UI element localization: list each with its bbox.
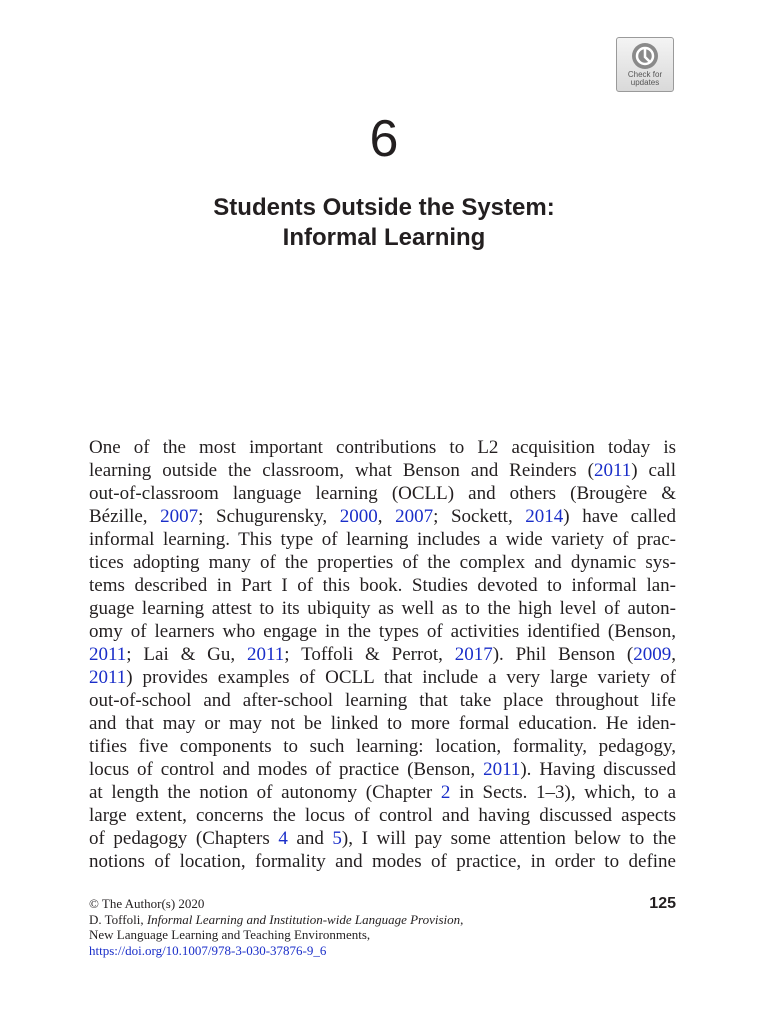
text-run: at length the notion of autonomy (Chapter <box>89 782 441 803</box>
text-line <box>89 528 676 551</box>
text-run: guage learning attest to its ubiquity as well as to the high level of auton- <box>89 598 676 619</box>
text-line <box>89 620 676 643</box>
citation-link[interactable]: 2007 <box>160 506 199 527</box>
citation-link[interactable]: 2011 <box>593 460 632 481</box>
chapter-title-line-2: Informal Learning <box>282 224 486 251</box>
text-run: , <box>377 506 396 527</box>
text-run: out-of-classroom language learning (OCLL) and others (Brougère & <box>89 483 676 504</box>
text-run: out-of-school and after-school learning that take place throughout life <box>89 690 676 711</box>
chapter-title <box>0 193 768 253</box>
text-run: tices adopting many of the properties of the complex and dynamic sys- <box>89 552 676 573</box>
text-run: informal learning. This type of learning includes a wide variety of prac- <box>89 529 676 550</box>
text-run: of pedagogy (Chapters <box>89 828 279 849</box>
text-run: tifies five components to such learning: location, formality, pedagogy, <box>89 736 676 757</box>
text-line <box>89 505 676 528</box>
text-line <box>89 643 676 666</box>
text-run: Bézille, <box>89 506 161 527</box>
citation-link[interactable]: 2017 <box>454 644 493 665</box>
badge-label <box>617 71 673 87</box>
chapter-number: 6 <box>369 110 399 168</box>
text-line <box>89 735 676 758</box>
text-line <box>89 482 676 505</box>
doi-link[interactable]: https://doi.org/10.1007/978-3-030-37876-9_6 <box>89 942 327 958</box>
citation-link[interactable]: 2009 <box>633 644 672 665</box>
page-number: 125 <box>649 895 676 912</box>
text-run: ; Sockett, <box>433 506 526 527</box>
citation-link[interactable]: 2011 <box>89 667 127 688</box>
text-run: locus of control and modes of practice (Benson, <box>89 759 484 780</box>
text-run: One of the most important contributions to L2 acquisition today is <box>89 437 676 458</box>
footer-citation <box>89 896 676 958</box>
text-line <box>89 827 676 850</box>
text-run: ) have called <box>563 506 676 527</box>
citation-link[interactable]: 2007 <box>395 506 434 527</box>
text-run: ) call <box>631 460 676 481</box>
author-name: D. Toffoli, <box>89 911 147 927</box>
citation-link[interactable]: 2014 <box>525 506 564 527</box>
text-line <box>89 574 676 597</box>
text-line <box>89 804 676 827</box>
text-run: ). Having discussed <box>520 759 677 780</box>
text-run: notions of location, formality and modes of practice, in order to define <box>89 851 676 872</box>
author-line <box>89 912 676 928</box>
badge-line-2: updates <box>630 78 660 87</box>
crossmark-icon <box>631 42 659 70</box>
text-line <box>89 666 676 689</box>
text-run: tems described in Part I of this book. Studies devoted to informal lan- <box>89 575 676 596</box>
text-line <box>89 436 676 459</box>
citation-link[interactable]: 5 <box>332 828 342 849</box>
citation-link[interactable]: 2 <box>440 782 451 803</box>
body-paragraph <box>89 436 676 873</box>
text-run: omy of learners who engage in the types of activities identified (Benson, <box>89 621 676 642</box>
text-run: , <box>671 644 676 665</box>
text-run: ; Schugurensky, <box>198 506 340 527</box>
text-run: ; Toffoli & Perrot, <box>284 644 455 665</box>
citation-link[interactable]: 2011 <box>247 644 285 665</box>
text-run: large extent, concerns the locus of control and having discussed aspects <box>89 805 676 826</box>
citation-link[interactable]: 2011 <box>89 644 127 665</box>
text-run: and <box>287 828 333 849</box>
text-line <box>89 689 676 712</box>
copyright-line: © The Author(s) 2020 <box>89 896 205 911</box>
text-line <box>89 781 676 804</box>
text-run: learning outside the classroom, what Benson and Reinders ( <box>89 460 594 481</box>
text-run: ). Phil Benson ( <box>492 644 634 665</box>
text-line <box>89 597 676 620</box>
text-line <box>89 712 676 735</box>
badge-line-1: Check for <box>627 70 663 79</box>
series-line: New Language Learning and Teaching Environments, <box>89 927 371 942</box>
text-line <box>89 551 676 574</box>
citation-link[interactable]: 2011 <box>483 759 521 780</box>
check-for-updates-badge[interactable] <box>616 37 674 92</box>
chapter-title-line-1: Students Outside the System: <box>213 194 555 221</box>
text-line <box>89 459 676 482</box>
text-run: ), I will pay some attention below to the <box>341 828 677 849</box>
title-comma: , <box>460 911 464 927</box>
text-run: and that may or may not be linked to more formal education. He iden- <box>89 713 676 734</box>
text-run: in Sects. 1–3), which, to a <box>450 782 677 803</box>
citation-link[interactable]: 2000 <box>339 506 378 527</box>
text-line <box>89 758 676 781</box>
citation-link[interactable]: 4 <box>278 828 288 849</box>
text-run: ) provides examples of OCLL that include a very large variety of <box>126 667 676 688</box>
book-title: Informal Learning and Institution-wide Language Provision <box>146 911 461 927</box>
text-run: ; Lai & Gu, <box>126 644 247 665</box>
text-line <box>89 850 676 873</box>
